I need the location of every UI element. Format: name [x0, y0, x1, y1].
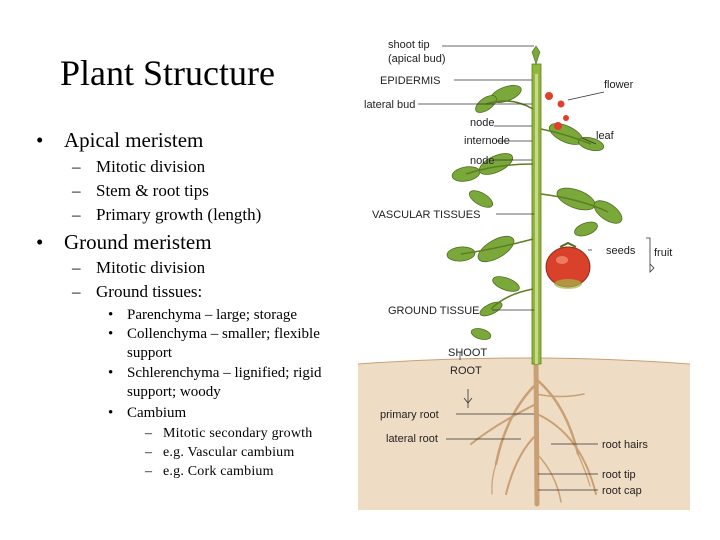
- bullet-text: Ground meristem: [64, 230, 212, 254]
- label-shoot-tip: shoot tip: [388, 39, 430, 51]
- dash-marker: –: [145, 445, 153, 460]
- label-node-bottom: node: [470, 155, 495, 167]
- label-root-tip: root tip: [602, 469, 636, 481]
- tissue-text: Parenchyma – large; storage: [127, 307, 298, 323]
- label-vascular-tissues: VASCULAR TISSUES: [372, 209, 481, 221]
- plant-diagram: [346, 34, 702, 510]
- dash-marker: –: [145, 426, 153, 441]
- fruit-brace: [646, 238, 654, 272]
- label-apical-bud: (apical bud): [388, 53, 446, 65]
- slide-title: Plant Structure: [60, 53, 275, 93]
- label-root-cap: root cap: [602, 485, 642, 497]
- label-root-hairs: root hairs: [602, 439, 648, 451]
- bullet-dot: •: [108, 365, 114, 381]
- cambium-text: e.g. Cork cambium: [163, 464, 274, 479]
- dash-marker: –: [72, 181, 81, 200]
- label-lateral-root: lateral root: [386, 433, 438, 445]
- subbullet-text: Mitotic division: [96, 157, 206, 176]
- label-epidermis: EPIDERMIS: [380, 75, 441, 87]
- label-fruit: fruit: [654, 247, 673, 259]
- label-node-top: node: [470, 117, 495, 129]
- dash-marker: –: [145, 464, 153, 479]
- label-root: ROOT: [450, 365, 482, 377]
- label-internode: internode: [464, 135, 510, 147]
- label-ground-tissue: GROUND TISSUE: [388, 305, 480, 317]
- cambium-text: Mitotic secondary growth: [163, 426, 313, 441]
- subbullet-text: Stem & root tips: [96, 181, 209, 200]
- label-shoot: SHOOT: [448, 347, 488, 359]
- tissue-text: Cambium: [127, 405, 187, 421]
- dash-marker: –: [72, 205, 81, 224]
- dash-marker: –: [72, 157, 81, 176]
- tomato-fruit: [546, 243, 590, 289]
- subbullet-text: Primary growth (length): [96, 205, 262, 224]
- subbullet-text: Ground tissues:: [96, 282, 203, 301]
- tissue-text: Schlerenchyma – lignified; rigid support; woody: [127, 365, 322, 400]
- bullet-text: Apical meristem: [64, 128, 204, 152]
- cambium-text: e.g. Vascular cambium: [163, 445, 295, 460]
- dash-marker: –: [72, 282, 81, 301]
- shoot-tip: [532, 46, 540, 64]
- bullet-dot: •: [108, 326, 114, 342]
- subbullet-text: Mitotic division: [96, 258, 206, 277]
- label-leaf: leaf: [596, 130, 614, 142]
- bullet-dot: •: [36, 128, 44, 152]
- bullet-dot: •: [108, 307, 114, 323]
- bullet-dot: •: [36, 230, 44, 254]
- dash-marker: –: [72, 258, 81, 277]
- tissue-text: Collenchyma – smaller; flexible support: [127, 326, 320, 361]
- label-seeds: seeds: [606, 245, 636, 257]
- label-primary-root: primary root: [380, 409, 439, 421]
- bullet-dot: •: [108, 405, 114, 421]
- label-lateral-bud: lateral bud: [364, 99, 416, 111]
- label-flower: flower: [604, 79, 634, 91]
